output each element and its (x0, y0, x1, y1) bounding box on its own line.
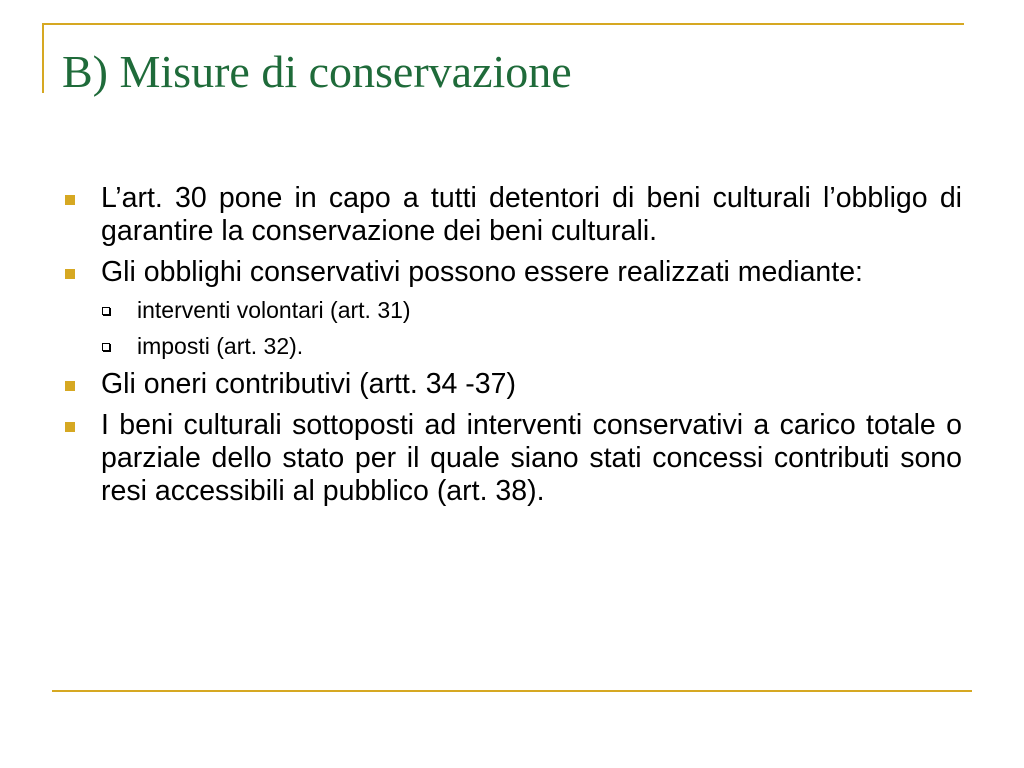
square-bullet-icon (65, 422, 75, 432)
bullet-item (62, 182, 962, 248)
bullet-text: L’art. 30 pone in capo a tutti detentori di beni culturali l’obbligo di garantire la conservazione dei beni culturali. (101, 182, 962, 247)
bullet-item (62, 256, 962, 360)
bottom-divider (52, 690, 972, 692)
square-bullet-icon (65, 381, 75, 391)
top-divider (42, 23, 964, 25)
bullet-text: Gli oneri contributivi (artt. 34 -37) (101, 368, 516, 400)
bullet-list (62, 182, 962, 516)
sub-bullet-list (101, 296, 962, 360)
square-bullet-icon (65, 269, 75, 279)
sub-bullet-item (101, 332, 962, 360)
square-bullet-icon (65, 195, 75, 205)
hollow-square-bullet-icon (102, 343, 110, 351)
bullet-text: I beni culturali sottoposti ad interventi conservativi a carico totale o parziale dello stato per il quale siano stati concessi contributi sono resi accessibili al pubblico (art. 38). (101, 409, 962, 507)
hollow-square-bullet-icon (102, 307, 110, 315)
sub-bullet-text: interventi volontari (art. 31) (137, 297, 411, 323)
bullet-text: Gli obblighi conservativi possono essere realizzati mediante: (101, 256, 863, 288)
slide-title: B) Misure di conservazione (62, 46, 572, 97)
bullet-item (62, 368, 962, 401)
sub-bullet-item (101, 296, 962, 324)
sub-bullet-text: imposti (art. 32). (137, 333, 304, 359)
bullet-item (62, 409, 962, 508)
left-divider (42, 23, 44, 93)
